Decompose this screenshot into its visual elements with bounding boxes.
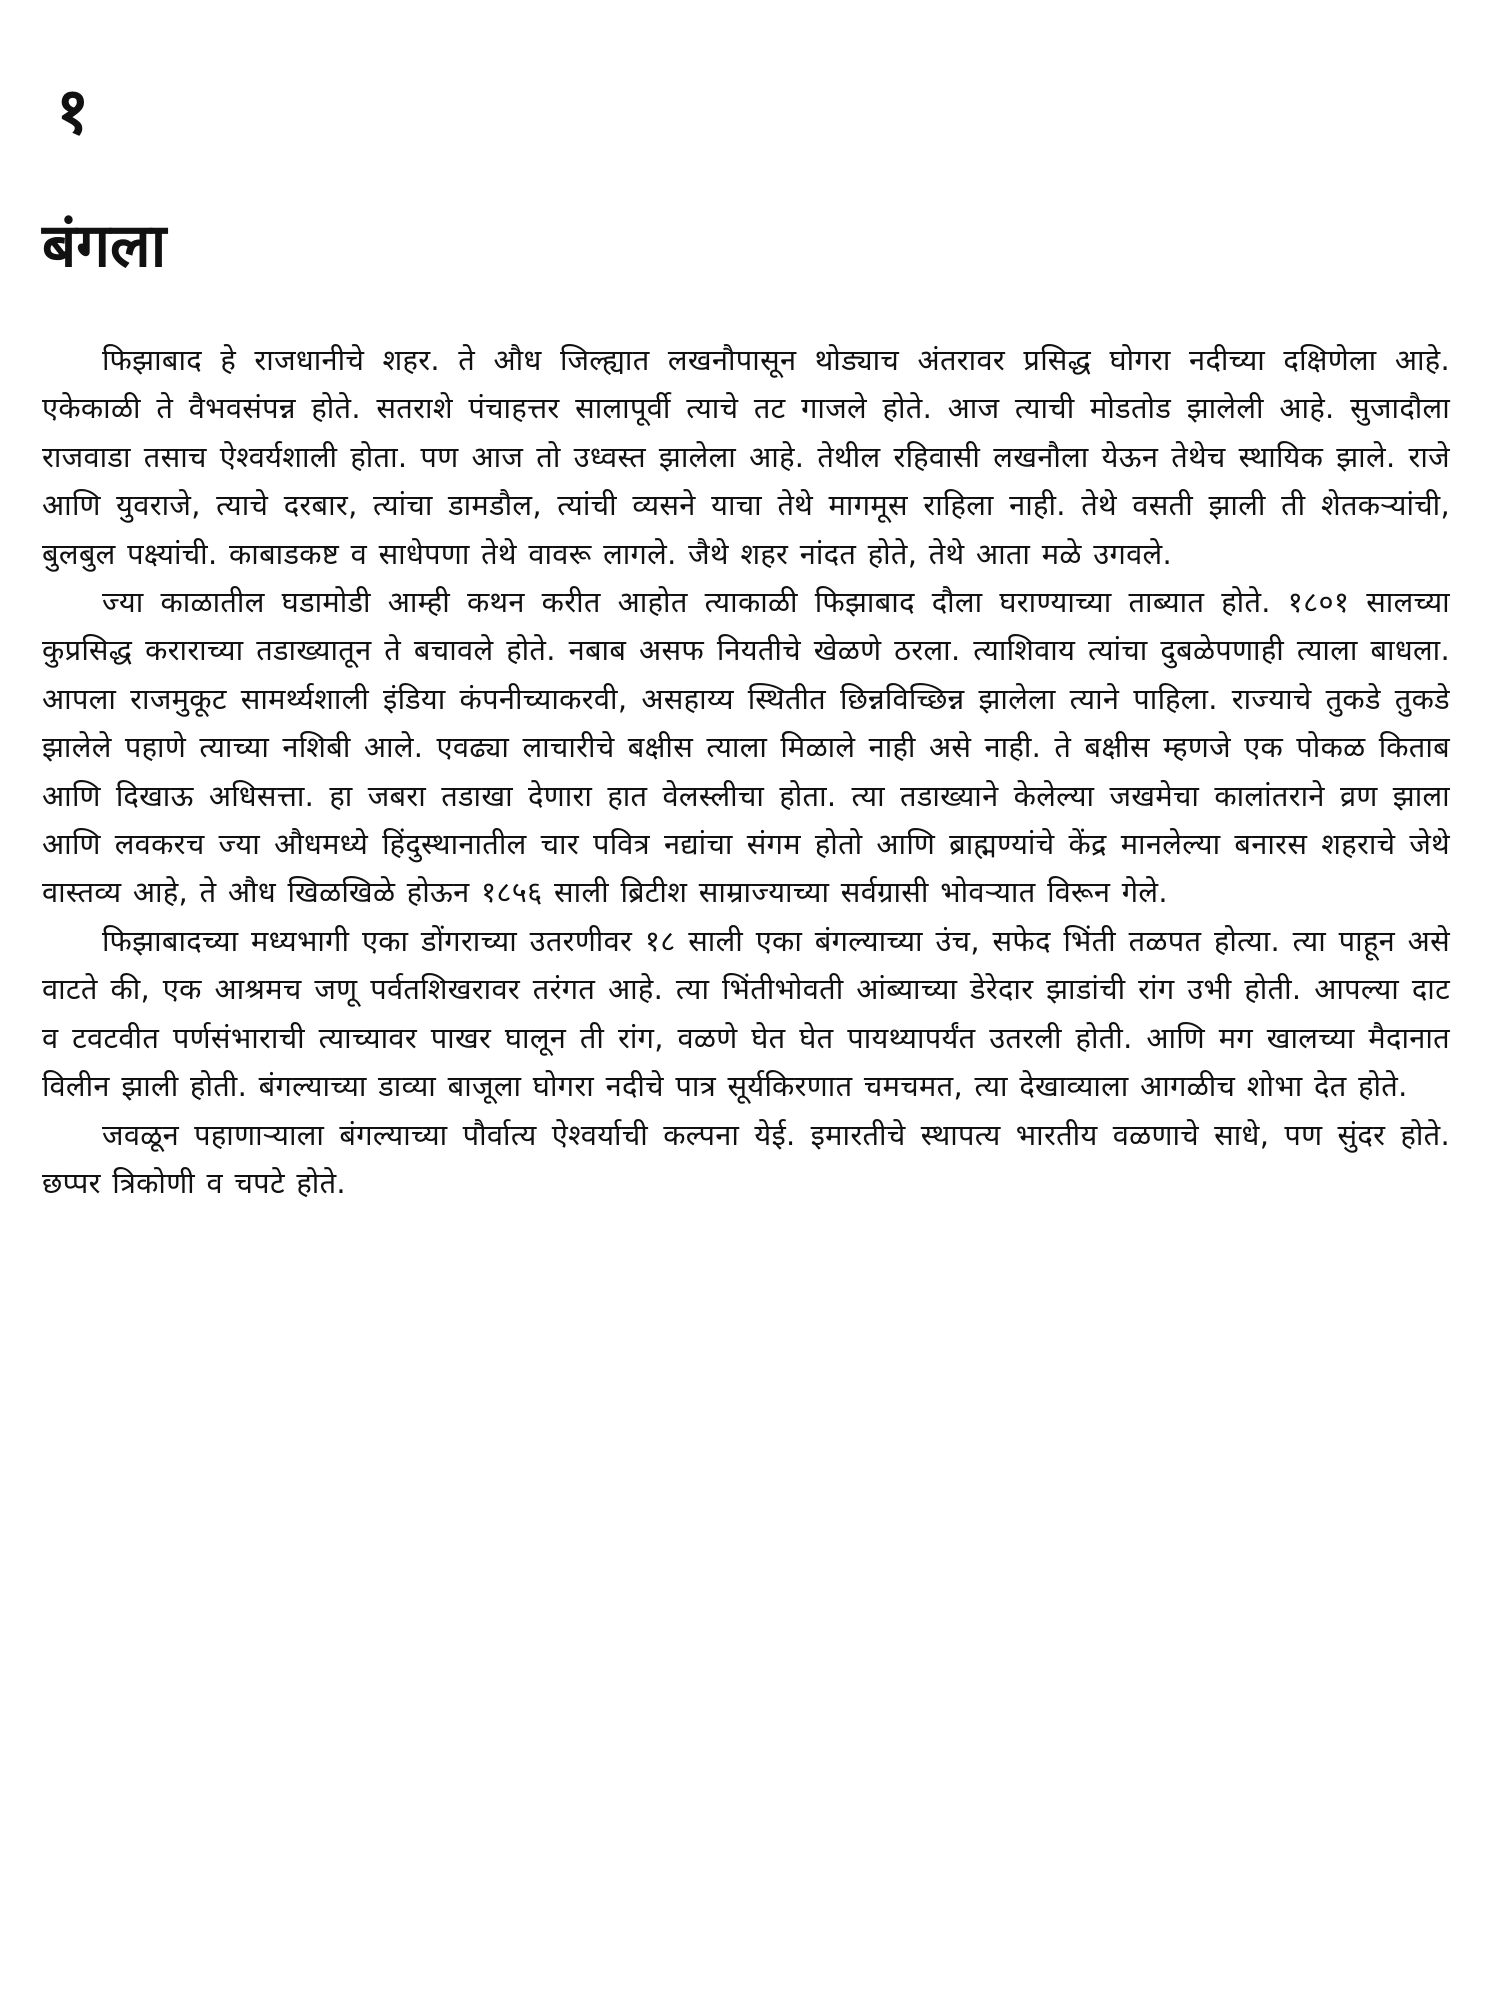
paragraph-1: फिझाबाद हे राजधानीचे शहर. ते औध जिल्ह्यात लखनौपासून थोड्याच अंतरावर प्रसिद्ध घोगरा नदीच्या दक्षिणेला आहे. एकेकाळी ते वैभवसंपन्न होते. सतराशे पंचाहत्तर सालापूर्वी त्याचे तट गाजले होते. आज त्याची मोडतोड झालेली आहे. सुजादौला राजवाडा तसाच ऐश्वर्यशाली होता. पण आज तो उध्वस्त झालेला आहे. तेथील रहिवासी लखनौला येऊन तेथेच स्थायिक झाले. राजे आणि युवराजे, त्याचे दरबार, त्यांचा डामडौल, त्यांची व्यसने याचा तेथे मागमूस राहिला नाही. तेथे वसती झाली ती शेतकऱ्यांची, बुलबुल पक्ष्यांची. काबाडकष्ट व साधेपणा तेथे वावरू लागले. जैथे शहर नांदत होते, तेथे आता मळे उगवले. — [42, 343, 1450, 571]
chapter-title: बंगला — [42, 211, 167, 281]
paragraph-3: फिझाबादच्या मध्यभागी एका डोंगराच्या उतरणीवर १८ साली एका बंगल्याच्या उंच, सफेद भिंती तळपत होत्या. त्या पाहून असे वाटते की, एक आश्रमच जणू पर्वतशिखरावर तरंगत आहे. त्या भिंतीभोवती आंब्याच्या डेरेदार झाडांची रांग उभी होती. आपल्या दाट व टवटवीत पर्णसंभाराची त्याच्यावर पाखर घालून ती रांग, वळणे घेत घेत पायथ्यापर्यंत उतरली होती. आणि मग खालच्या मैदानात विलीन झाली होती. बंगल्याच्या डाव्या बाजूला घोगरा नदीचे पात्र सूर्यकिरणात चमचमत, त्या देखाव्याला आगळीच शोभा देत होते. — [42, 923, 1450, 1104]
paragraph-2: ज्या काळातील घडामोडी आम्ही कथन करीत आहोत त्याकाळी फिझाबाद दौला घराण्याच्या ताब्यात होते. १८०१ सालच्या कुप्रसिद्ध कराराच्या तडाख्यातून ते बचावले होते. नबाब असफ नियतीचे खेळणे ठरला. त्याशिवाय त्यांचा दुबळेपणाही त्याला बाधला. आपला राजमुकूट सामर्थ्यशाली इंडिया कंपनीच्याकरवी, असहाय्य स्थितीत छिन्नविच्छिन्न झालेला त्याने पाहिला. राज्याचे तुकडे तुकडे झालेले पहाणे त्याच्या नशिबी आले. एवढ्या लाचारीचे बक्षीस त्याला मिळाले नाही असे नाही. ते बक्षीस म्हणजे एक पोकळ किताब आणि दिखाऊ अधिसत्ता. हा जबरा तडाखा देणारा हात वेलस्लीचा होता. त्या तडाख्याने केलेल्या जखमेचा कालांतराने व्रण झाला आणि लवकरच ज्या औधमध्ये हिंदुस्थानातील चार पवित्र नद्यांचा संगम होतो आणि ब्राह्मण्यांचे केंद्र मानलेल्या बनारस शहराचे जेथे वास्तव्य आहे, ते औध खिळखिळे होऊन १८५६ साली ब्रिटीश साम्राज्याच्या सर्वग्रासी भोवऱ्यात विरून गेले. — [42, 585, 1450, 910]
chapter-body — [42, 336, 1450, 1207]
paragraph-4: जवळून पहाणाऱ्याला बंगल्याच्या पौर्वात्य ऐश्वर्याची कल्पना येई. इमारतीचे स्थापत्य भारतीय वळणाचे साधे, पण सुंदर होते. छप्पर त्रिकोणी व चपटे होते. — [42, 1117, 1450, 1200]
chapter-number: १ — [56, 75, 90, 149]
